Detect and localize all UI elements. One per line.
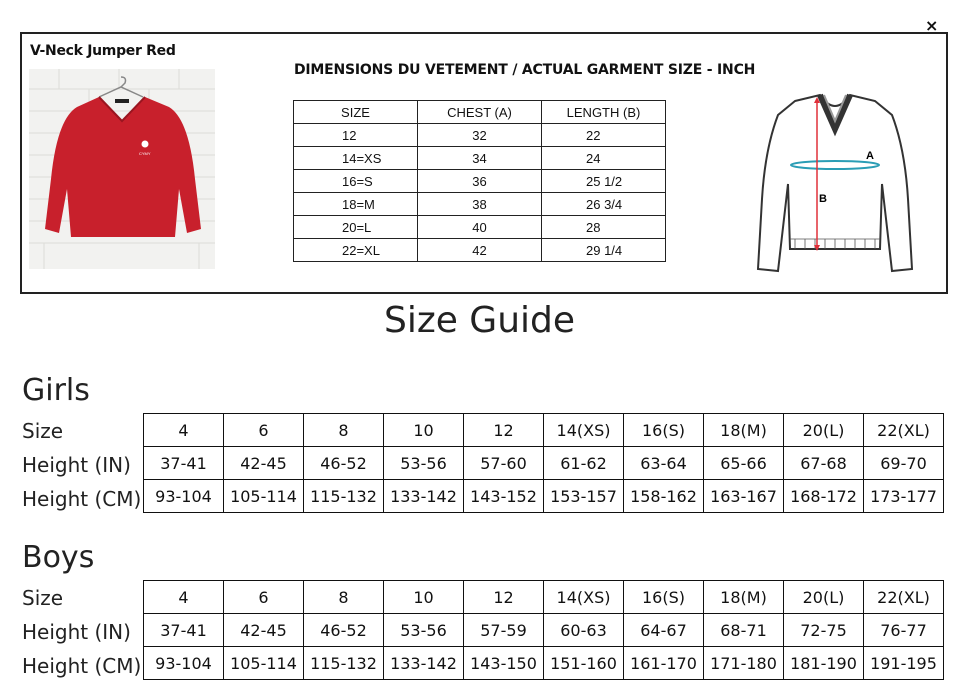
girls-size-table [143,413,944,513]
size-cell: 37-41 [144,447,224,480]
dimensions-cell: 42 [418,239,542,262]
boys-row-label-size: Size [22,586,64,610]
size-cell: 16(S) [624,414,704,447]
size-cell: 4 [144,414,224,447]
dimensions-cell: 16=S [294,170,418,193]
dimensions-cell: 22=XL [294,239,418,262]
size-cell: 61-62 [544,447,624,480]
boys-row-label-height-cm: Height (CM) [22,654,142,678]
red-jumper-image [29,69,215,269]
girls-row-label-height-in: Height (IN) [22,453,131,477]
garment-dimensions-table [293,100,666,262]
girls-row-label-height-cm: Height (CM) [22,487,142,511]
size-cell: 133-142 [384,480,464,513]
dimensions-cell: 18=M [294,193,418,216]
size-cell: 72-75 [784,614,864,647]
product-title: V-Neck Jumper Red [30,43,176,59]
size-cell: 115-132 [304,480,384,513]
dimensions-cell: 22 [542,124,666,147]
size-cell: 53-56 [384,614,464,647]
table-row [294,124,666,147]
table-row [294,193,666,216]
size-cell: 37-41 [144,614,224,647]
size-cell: 173-177 [864,480,944,513]
size-cell: 161-170 [624,647,704,680]
dimensions-cell: 28 [542,216,666,239]
size-cell: 6 [224,581,304,614]
table-row [294,216,666,239]
dimensions-cell: 12 [294,124,418,147]
product-size-card [20,32,948,294]
table-row [144,614,944,647]
size-cell: 163-167 [704,480,784,513]
dimensions-cell: 29 1/4 [542,239,666,262]
size-cell: 42-45 [224,447,304,480]
size-cell: 93-104 [144,480,224,513]
table-row [144,581,944,614]
table-row [144,447,944,480]
size-cell: 151-160 [544,647,624,680]
size-cell: 171-180 [704,647,784,680]
size-cell: 153-157 [544,480,624,513]
size-cell: 105-114 [224,647,304,680]
dimensions-cell: 25 1/2 [542,170,666,193]
dimensions-cell: 32 [418,124,542,147]
size-cell: 181-190 [784,647,864,680]
size-cell: 67-68 [784,447,864,480]
size-cell: 46-52 [304,447,384,480]
size-cell: 14(XS) [544,414,624,447]
size-cell: 12 [464,581,544,614]
dimensions-header-cell: CHEST (A) [418,101,542,124]
size-cell: 68-71 [704,614,784,647]
table-row [294,170,666,193]
logo-text: CYMY [139,151,151,156]
size-cell: 10 [384,581,464,614]
size-cell: 76-77 [864,614,944,647]
table-row [144,414,944,447]
girls-row-label-size: Size [22,419,64,443]
garment-measurement-diagram [740,89,930,279]
dimensions-cell: 14=XS [294,147,418,170]
table-row [294,239,666,262]
size-cell: 63-64 [624,447,704,480]
dimensions-header-cell: SIZE [294,101,418,124]
size-cell: 158-162 [624,480,704,513]
dimensions-header-row [294,101,666,124]
size-cell: 133-142 [384,647,464,680]
size-cell: 16(S) [624,581,704,614]
size-cell: 18(M) [704,414,784,447]
size-cell: 115-132 [304,647,384,680]
size-cell: 10 [384,414,464,447]
size-cell: 168-172 [784,480,864,513]
dimensions-header-cell: LENGTH (B) [542,101,666,124]
table-row [144,480,944,513]
size-cell: 14(XS) [544,581,624,614]
dimensions-cell: 38 [418,193,542,216]
size-cell: 6 [224,414,304,447]
size-cell: 105-114 [224,480,304,513]
size-cell: 4 [144,581,224,614]
dimensions-cell: 20=L [294,216,418,239]
size-cell: 69-70 [864,447,944,480]
dimensions-cell: 40 [418,216,542,239]
diagram-label-b: B [819,193,827,205]
close-icon[interactable]: × [925,16,939,35]
dimensions-title: DIMENSIONS DU VETEMENT / ACTUAL GARMENT SIZE - INCH [294,62,756,78]
boys-section-title: Boys [22,540,95,575]
diagram-label-a: A [866,150,874,162]
size-cell: 20(L) [784,414,864,447]
size-cell: 12 [464,414,544,447]
size-cell: 42-45 [224,614,304,647]
size-cell: 46-52 [304,614,384,647]
size-cell: 53-56 [384,447,464,480]
size-cell: 18(M) [704,581,784,614]
size-cell: 8 [304,581,384,614]
size-cell: 65-66 [704,447,784,480]
size-cell: 143-150 [464,647,544,680]
size-cell: 22(XL) [864,414,944,447]
size-cell: 143-152 [464,480,544,513]
size-cell: 60-63 [544,614,624,647]
table-row [294,147,666,170]
size-cell: 64-67 [624,614,704,647]
size-cell: 57-59 [464,614,544,647]
size-cell: 22(XL) [864,581,944,614]
girls-section-title: Girls [22,373,90,408]
size-guide-title: Size Guide [383,300,576,341]
size-cell: 57-60 [464,447,544,480]
dimensions-cell: 36 [418,170,542,193]
boys-row-label-height-in: Height (IN) [22,620,131,644]
boys-size-table [143,580,944,680]
table-row [144,647,944,680]
size-cell: 20(L) [784,581,864,614]
dimensions-cell: 34 [418,147,542,170]
dimensions-cell: 26 3/4 [542,193,666,216]
size-cell: 93-104 [144,647,224,680]
size-cell: 8 [304,414,384,447]
size-cell: 191-195 [864,647,944,680]
dimensions-cell: 24 [542,147,666,170]
